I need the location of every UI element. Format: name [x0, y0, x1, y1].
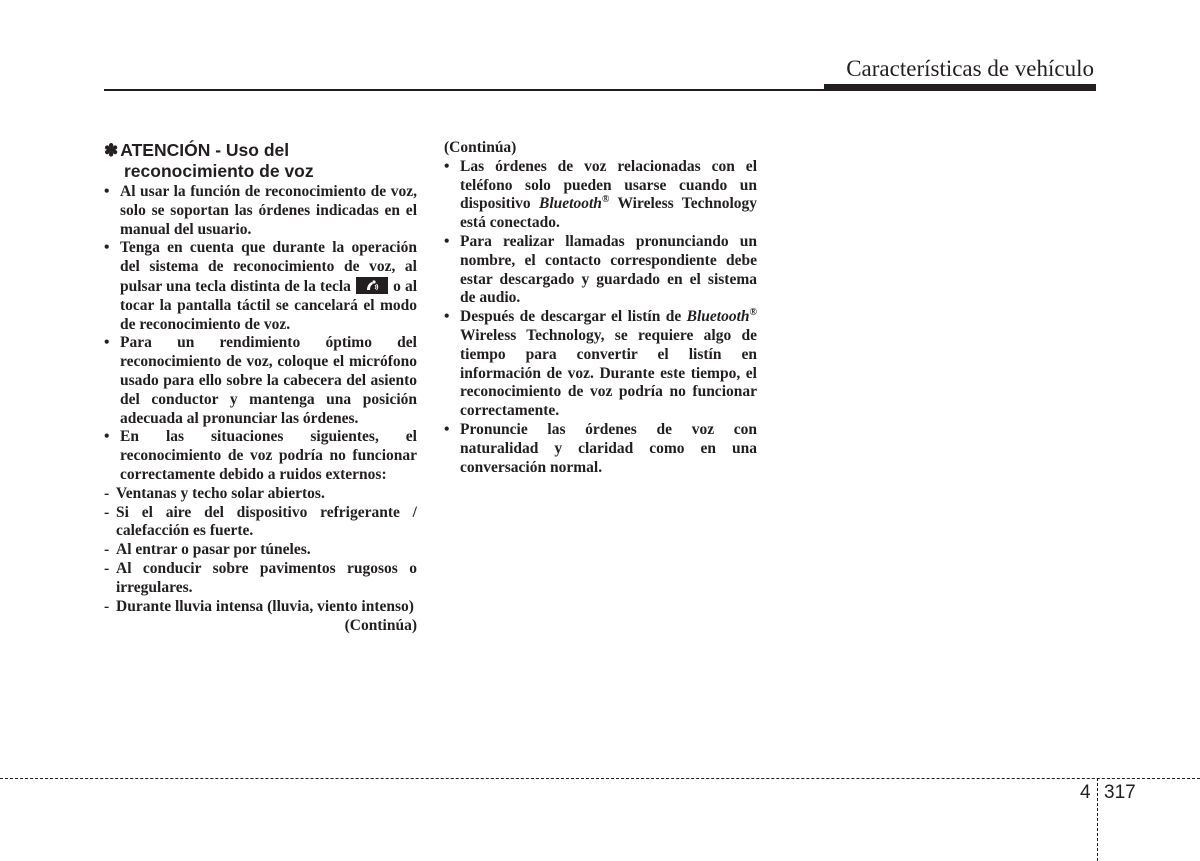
bullet-text: Las órdenes de voz relacionadas con el teléfono solo pueden usarse cuando un dispositivo [460, 157, 757, 213]
bullet-item: • Para un rendimiento óptimo del reconocimiento de voz, coloque el micrófono usado para ello sobre la cabecera del asiento del conductor y mantenga una posición adecuada al pronunciar las órdenes. [104, 334, 417, 428]
voice-recognition-key-icon [356, 277, 388, 294]
page-header-title: Características de vehículo [846, 56, 1094, 81]
caution-heading-rest: - Uso del [210, 140, 290, 160]
bullet-item: • Al usar la función de reconocimiento de voz, solo se soportan las órdenes indicadas en el manual del usuario. [104, 183, 417, 239]
bullet-text: Wireless Technology está conectado. [460, 195, 758, 232]
page-number: 317 [1104, 782, 1136, 803]
bullet-item: • Pronuncie las órdenes de voz con naturalidad y claridad como en una conversación normal. [444, 421, 757, 477]
dash-item: - Durante lluvia intensa (lluvia, viento intenso) [104, 598, 417, 617]
caution-heading [104, 140, 417, 181]
footer-dashed-rule [0, 778, 1200, 779]
bullet-text: Tenga en cuenta que durante la operación del sistema de reconocimiento de voz, al pulsar una tecla distinta de la tecla [120, 239, 417, 295]
registered-mark: ® [749, 307, 757, 319]
dash-list [104, 485, 417, 617]
caution-star-icon: ✽ [104, 141, 119, 160]
bullet-text: En las situaciones siguientes, el reconocimiento de voz podría no funcionar correctamente debido a ruidos externos: [120, 428, 417, 483]
bluetooth-brand: Bluetooth [539, 195, 602, 213]
bullet-text: Wireless Technology, se requiere algo de tiempo para convertir el listín en información de voz. Durante este tiempo, el reconocimiento de voz podría no funcionar correctamente. [460, 326, 757, 420]
right-bullet-list [444, 158, 757, 478]
header-rule [104, 89, 824, 91]
bullet-item [104, 239, 417, 334]
continued-label: (Continúa) [344, 617, 417, 635]
caution-heading-main: ATENCIÓN [120, 140, 211, 160]
dash-item: - Al entrar o pasar por túneles. [104, 541, 417, 560]
bullet-item: • Para realizar llamadas pronunciando un nombre, el contacto correspondiente debe estar descargado y guardado en el sistema de audio. [444, 233, 757, 308]
caution-heading-line2: reconocimiento de voz [124, 161, 314, 181]
bullet-text: o al tocar la pantalla táctil se cancelará el modo de reconocimiento de voz. [120, 277, 418, 333]
bluetooth-brand: Bluetooth [686, 308, 750, 326]
continued-label: (Continúa) [444, 139, 517, 156]
bullet-item [104, 428, 417, 616]
dash-item: - Al conducir sobre pavimentos rugosos o irregulares. [104, 560, 417, 598]
caution-bullet-list [104, 183, 417, 616]
bullet-text: Después de descargar el listín de [460, 308, 682, 326]
header-rule-accent [824, 84, 1096, 91]
dash-item: - Si el aire del dispositivo refrigerante / calefacción es fuerte. [104, 504, 417, 542]
footer-dashed-divider [1097, 778, 1098, 861]
chapter-number: 4 [1080, 782, 1091, 803]
bullet-item [444, 308, 757, 421]
left-column [104, 140, 417, 636]
right-column [444, 139, 757, 477]
bullet-item [444, 158, 757, 233]
registered-mark: ® [601, 194, 610, 206]
dash-item: - Ventanas y techo solar abiertos. [104, 485, 417, 504]
